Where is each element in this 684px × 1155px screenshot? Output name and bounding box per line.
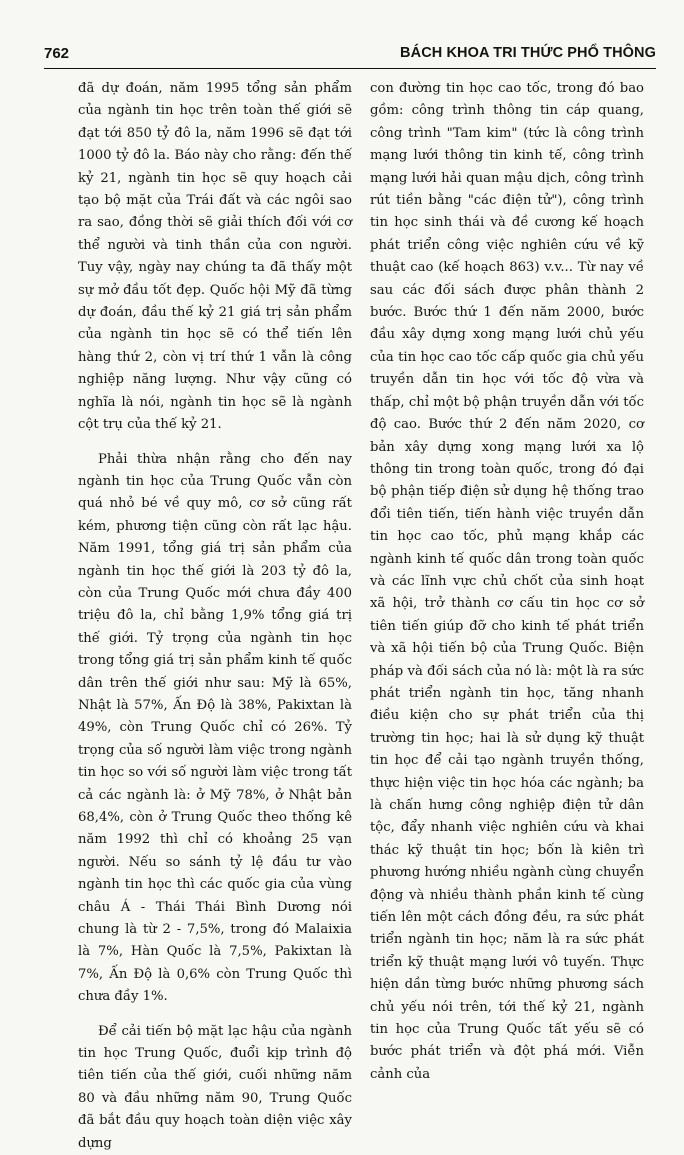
paragraph: con đường tin học cao tốc, trong đó bao gồm: công trình thông tin cáp quang, công trình "Tam kim" (tức là công trình mạng lưới thông tin kinh tế, công trình mạng lưới hải quan mậu dịch, công trình rút tiền bằng "các điện tử"), công trình tin học sinh thái và đề cương kế hoạch phát triển công việc nghiên cứu về kỹ thuật cao (kế hoạch 863) v.v... Từ nay về sau các đối sách được phân thành 2 bước. Bước thứ 1 đến năm 2000, bước đầu xây dựng xong mạng lưới chủ yếu của tin học cao tốc cấp quốc gia chủ yếu truyền dẫn tin học với tốc độ vừa và thấp, chỉ một bộ phận truyền dẫn với tốc độ cao. Bước thứ 2 đến năm 2020, cơ bản xây dựng xong mạng lưới xa lộ thông tin trong toàn quốc, trong đó đại bộ phận tiếp điện sử dụng hệ thống trao đổi tiên tiến, tiến hành việc truyền dẫn tin học cao tốc, phủ mạng khắp các ngành kinh tế quốc dân trong toàn quốc và các lĩnh vực chủ chốt của sinh hoạt xã hội, trở thành cơ cấu tin học cơ sở tiên tiến giúp đỡ cho kinh tế phát triển và xã hội tiến bộ của Trung Quốc. Biện pháp và đối sách của nó là: một là ra sức phát triển ngành tin học, tăng nhanh điều kiện cho sự phát triển của thị trường tin học; hai là sử dụng kỹ thuật tin học để cải tạo ngành truyền thống, thực hiện việc tin học hóa các ngành; ba là chấn hưng công nghiệp điện tử dân tộc, đẩy nhanh việc nghiên cứu và khai thác kỹ thuật tin học; bốn là kiên trì phương hướng nhiều ngành cùng chuyển động và nhiều thành phần kinh tế cùng tiến lên một cách đồng đều, ra sức phát triển ngành tin học; năm là ra sức phát triển kỹ thuật mạng lưới vô tuyến. Thực hiện dần từng bước những phương sách chủ yếu nói trên, tới thế kỷ 21, ngành tin học của Trung Quốc tất yếu sẽ có bước phát triển và đột phá mới. Viễn cảnh của bbox=[370, 81, 644, 1082]
page-number: 762 bbox=[44, 45, 70, 62]
right-column bbox=[370, 78, 644, 1086]
paragraph: đã dự đoán, năm 1995 tổng sản phẩm của ngành tin học trên toàn thế giới sẽ đạt tới 850 tỷ đô la, năm 1996 sẽ đạt tới 1000 tỷ đô la. Báo này cho rằng: đến thế kỷ 21, ngành tin học sẽ quy hoạch cải tạo bộ mặt của Trái đất và các ngôi sao ra sao, đồng thời sẽ giải thích đối với cơ thể người và tinh thần của con người. Tuy vậy, ngày nay chúng ta đã thấy một sự mở đầu tốt đẹp. Quốc hội Mỹ đã từng dự đoán, đầu thế kỷ 21 giá trị sản phẩm của ngành tin học sẽ có thể tiến lên hàng thứ 2, còn vị trí thứ 1 vẫn là công nghiệp năng lượng. Như vậy cũng có nghĩa là nói, ngành tin học sẽ là ngành cột trụ của thế kỷ 21. bbox=[78, 81, 352, 433]
paragraph: Để cải tiến bộ mặt lạc hậu của ngành tin học Trung Quốc, đuổi kịp trình độ tiên tiến của thế giới, cuối những năm 80 và đầu những năm 90, Trung Quốc đã bắt đầu quy hoạch toàn diện việc xây dựng bbox=[78, 1023, 352, 1151]
left-column bbox=[78, 78, 352, 1155]
running-title: BÁCH KHOA TRI THỨC PHỔ THÔNG bbox=[400, 45, 656, 61]
paragraph: Phải thừa nhận rằng cho đến nay ngành tin học của Trung Quốc vẫn còn quá nhỏ bé về quy mô, cơ sở cũng rất kém, phương tiện cũng còn rất lạc hậu. Năm 1991, tổng giá trị sản phẩm của ngành tin học thế giới là 203 tỷ đô la, còn của Trung Quốc mới chưa đầy 400 triệu đô la, chỉ bằng 1,9% tổng giá trị thế giới. Tỷ trọng của ngành tin học trong tổng giá trị sản phẩm kinh tế quốc dân trên thế giới như sau: Mỹ là 65%, Nhật là 57%, Ấn Độ là 38%, Pakixtan là 49%, còn Trung Quốc chỉ có 26%. Tỷ trọng của số người làm việc trong ngành tin học so với số người làm việc trong tất cả các ngành là: ở Mỹ 78%, ở Nhật bản 68,4%, còn ở Trung Quốc theo thống kê năm 1992 thì chỉ có khoảng 25 vạn người. Nếu so sánh tỷ lệ đầu tư vào ngành tin học thì các quốc gia của vùng châu Á - Thái Thái Bình Dương nói chung là từ 2 - 7,5%, trong đó Malaixia là 7%, Hàn Quốc là 7,5%, Pakixtan là 7%, Ấn Độ là 0,6% còn Trung Quốc thì chưa đầy 1%. bbox=[78, 451, 352, 1005]
page-header bbox=[44, 40, 656, 69]
